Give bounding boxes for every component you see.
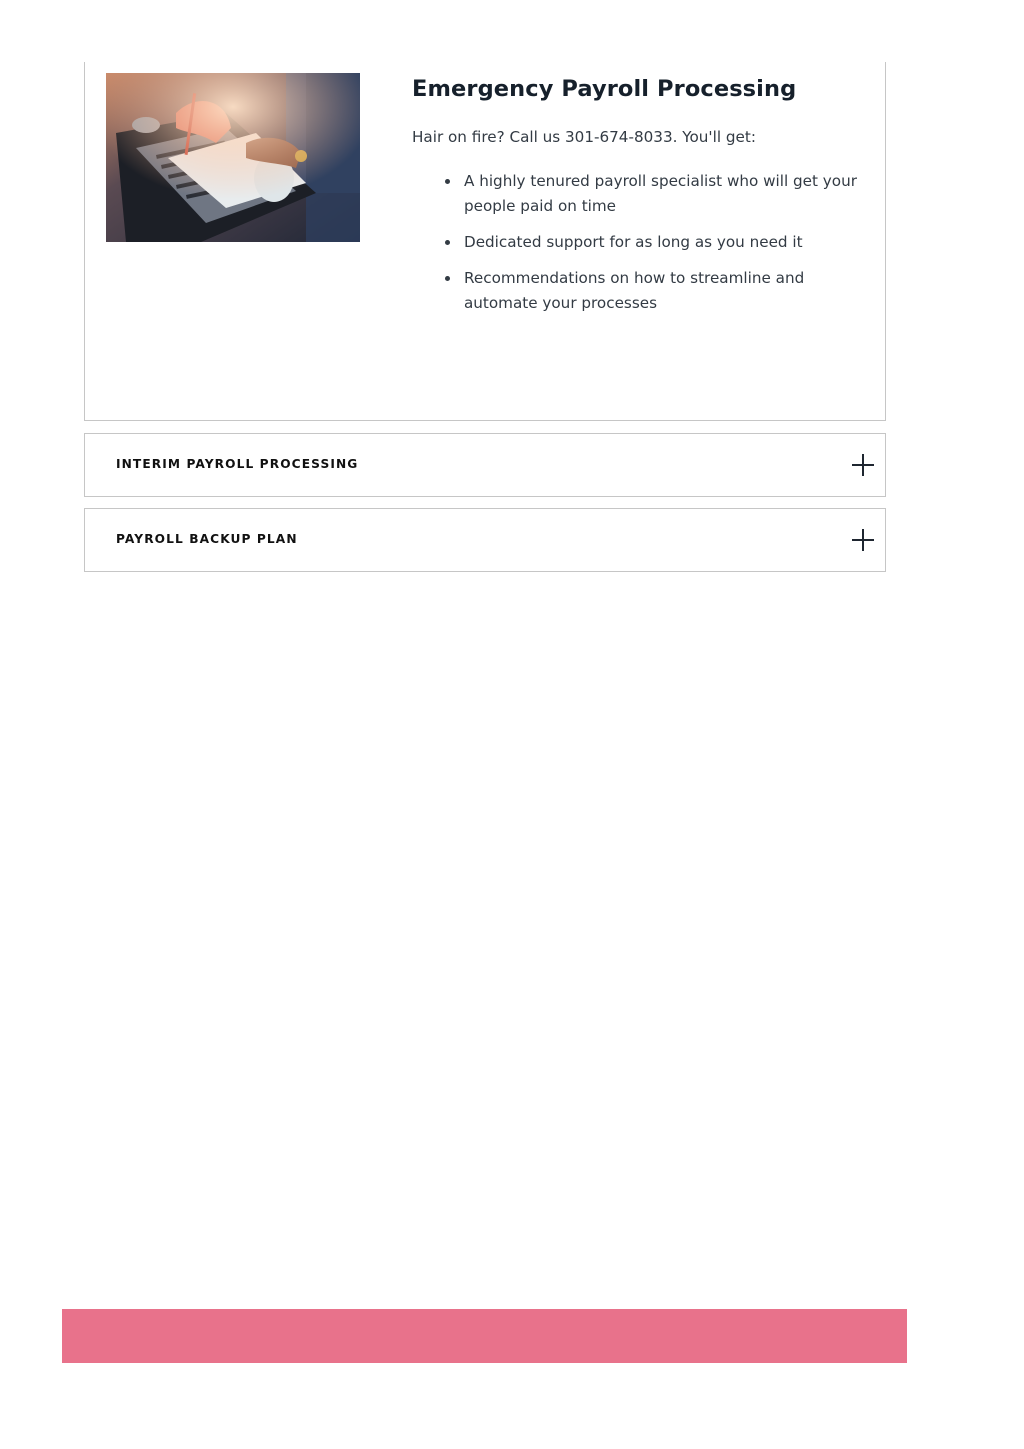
service-title: Emergency Payroll Processing <box>412 76 797 102</box>
service-content <box>412 74 862 327</box>
benefit-item: Recommendations on how to streamline and automate your processes <box>464 266 862 316</box>
service-photo <box>106 73 360 242</box>
accordion-interim-payroll[interactable] <box>84 433 886 497</box>
plus-icon[interactable] <box>852 529 874 551</box>
benefit-item: Dedicated support for as long as you need it <box>464 230 862 255</box>
accordion-label: INTERIM PAYROLL PROCESSING <box>116 457 359 471</box>
laptop-writing-illustration <box>106 73 360 242</box>
service-intro: Hair on fire? Call us 301-674-8033. You'll get: <box>412 128 756 146</box>
service-detail-panel <box>84 62 886 421</box>
plus-icon[interactable] <box>852 454 874 476</box>
benefit-item: A highly tenured payroll specialist who will get your people paid on time <box>464 169 862 219</box>
benefits-list <box>412 169 862 316</box>
footer-accent-bar <box>62 1309 907 1363</box>
accordion-payroll-backup[interactable] <box>84 508 886 572</box>
accordion-label: PAYROLL BACKUP PLAN <box>116 532 298 546</box>
